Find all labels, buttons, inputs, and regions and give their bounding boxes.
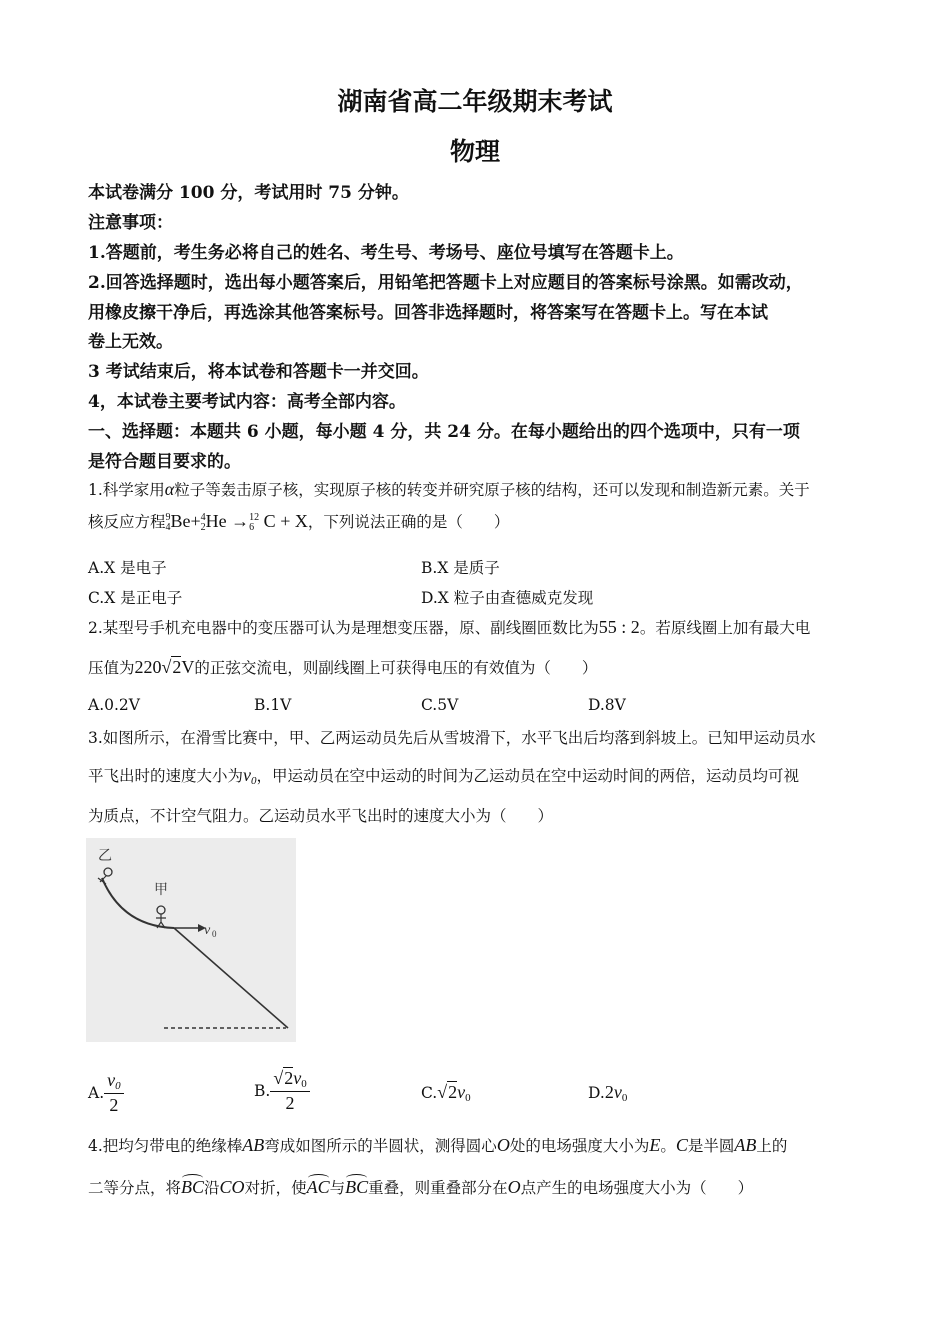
q4-line-1: 4.把均匀带电的绝缘棒AB弯成如图所示的半圆状，测得圆心O处的电场强度大小为E。C是半圆AB上的 [88,1135,788,1155]
nuclear-equation: 9 4 Be+ 4 2 He → 12 6 C + X [165,511,308,533]
q3-option-b: B. $\frac{√2v0}{2}$ [254,1068,310,1114]
q3-line-2: 平飞出时的速度大小为v0，甲运动员在空中运动的时间为乙运动员在空中运动时间的两倍，运动员均可视 [88,765,800,787]
alpha-symbol: α [164,479,175,499]
q2-option-d: D.8V [588,696,626,714]
peak-voltage: 220√2V [134,657,195,677]
label-v-sub: 0 [212,929,217,939]
label-yi: 乙 [98,848,112,864]
note-4: 4，本试卷主要考试内容：高考全部内容。 [88,392,406,412]
arc-bc-2: BC [345,1177,369,1197]
note-2-line-2: 用橡皮擦干净后，再选涂其他答案标号。回答非选择题时，将答案写在答题卡上。写在本试 [88,303,768,323]
q3-option-d: D.2v0 [588,1082,628,1104]
v0-symbol: v0 [243,765,257,787]
q3-line-3: 为质点，不计空气阻力。乙运动员水平飞出时的速度大小为（ ） [88,807,554,825]
q1-line-1: 1.科学家用α粒子等轰击原子核，实现原子核的转变并研究原子核的结构，还可以发现和制造新元素。关于 [88,479,810,499]
ski-jump-figure [86,838,296,1042]
q1-option-d: D.X 粒子由查德威克发现 [421,589,594,607]
label-v: v [204,923,211,938]
q1-option-a: A.X 是电子 [88,559,167,577]
q1-option-c: C.X 是正电子 [88,589,183,607]
exam-title: 湖南省高二年级期末考试 [337,87,613,116]
section-1-heading-line-2: 是符合题目要求的。 [88,452,241,472]
note-2-line-1: 2.回答选择题时，选出每小题答案后，用铅笔把答题卡上对应题目的答案标号涂黑。如需改动， [88,273,803,293]
q2-option-b: B.1V [254,696,292,714]
q2-option-c: C.5V [421,696,459,714]
q1-option-b: B.X 是质子 [421,559,500,577]
full-score-note: 本试卷满分 100 分，考试用时 75 分钟。 [88,183,409,203]
exam-subject: 物理 [449,137,500,166]
q2-option-a: A.0.2V [88,696,140,714]
q3-option-a: A. $\frac{v0}{2}$ [88,1070,124,1116]
figure-background [86,838,296,1042]
q4-line-2: 二等分点，将BC沿CO对折，使AC与BC重叠，则重叠部分在O点产生的电场强度大小为（ ） [88,1177,754,1197]
notes-heading: 注意事项： [88,213,173,233]
note-1: 1.答题前，考生务必将自己的姓名、考生号、考场号、座位号填写在答题卡上。 [88,243,684,263]
q3-option-c: C.√2v0 [421,1082,471,1104]
note-3: 3 考试结束后，将本试卷和答题卡一并交回。 [88,362,429,382]
q1-line-2: 核反应方程 9 4 Be+ 4 2 He → 12 6 C + X，下列说法正确的是（ ） [88,511,510,533]
turns-ratio: 55 : 2 [598,617,640,637]
q2-line-2: 压值为220√2V的正弦交流电，则副线圈上可获得电压的有效值为（ ） [88,657,598,677]
label-jia: 甲 [154,882,168,898]
q2-line-1: 2.某型号手机充电器中的变压器可认为是理想变压器，原、副线圈匝数比为55 : 2。若原线圈上加有最大电 [88,617,811,637]
note-2-line-3: 卷上无效。 [88,332,173,352]
section-1-heading-line-1: 一、选择题：本题共 6 小题，每小题 4 分，共 24 分。在每小题给出的四个选项中，只有一项 [88,422,800,442]
q3-line-1: 3.如图所示，在滑雪比赛中，甲、乙两运动员先后从雪坡滑下，水平飞出后均落到斜坡上。已知甲运动员水 [88,729,816,747]
arc-bc: BC [181,1177,205,1197]
arc-ac: AC [306,1177,330,1197]
